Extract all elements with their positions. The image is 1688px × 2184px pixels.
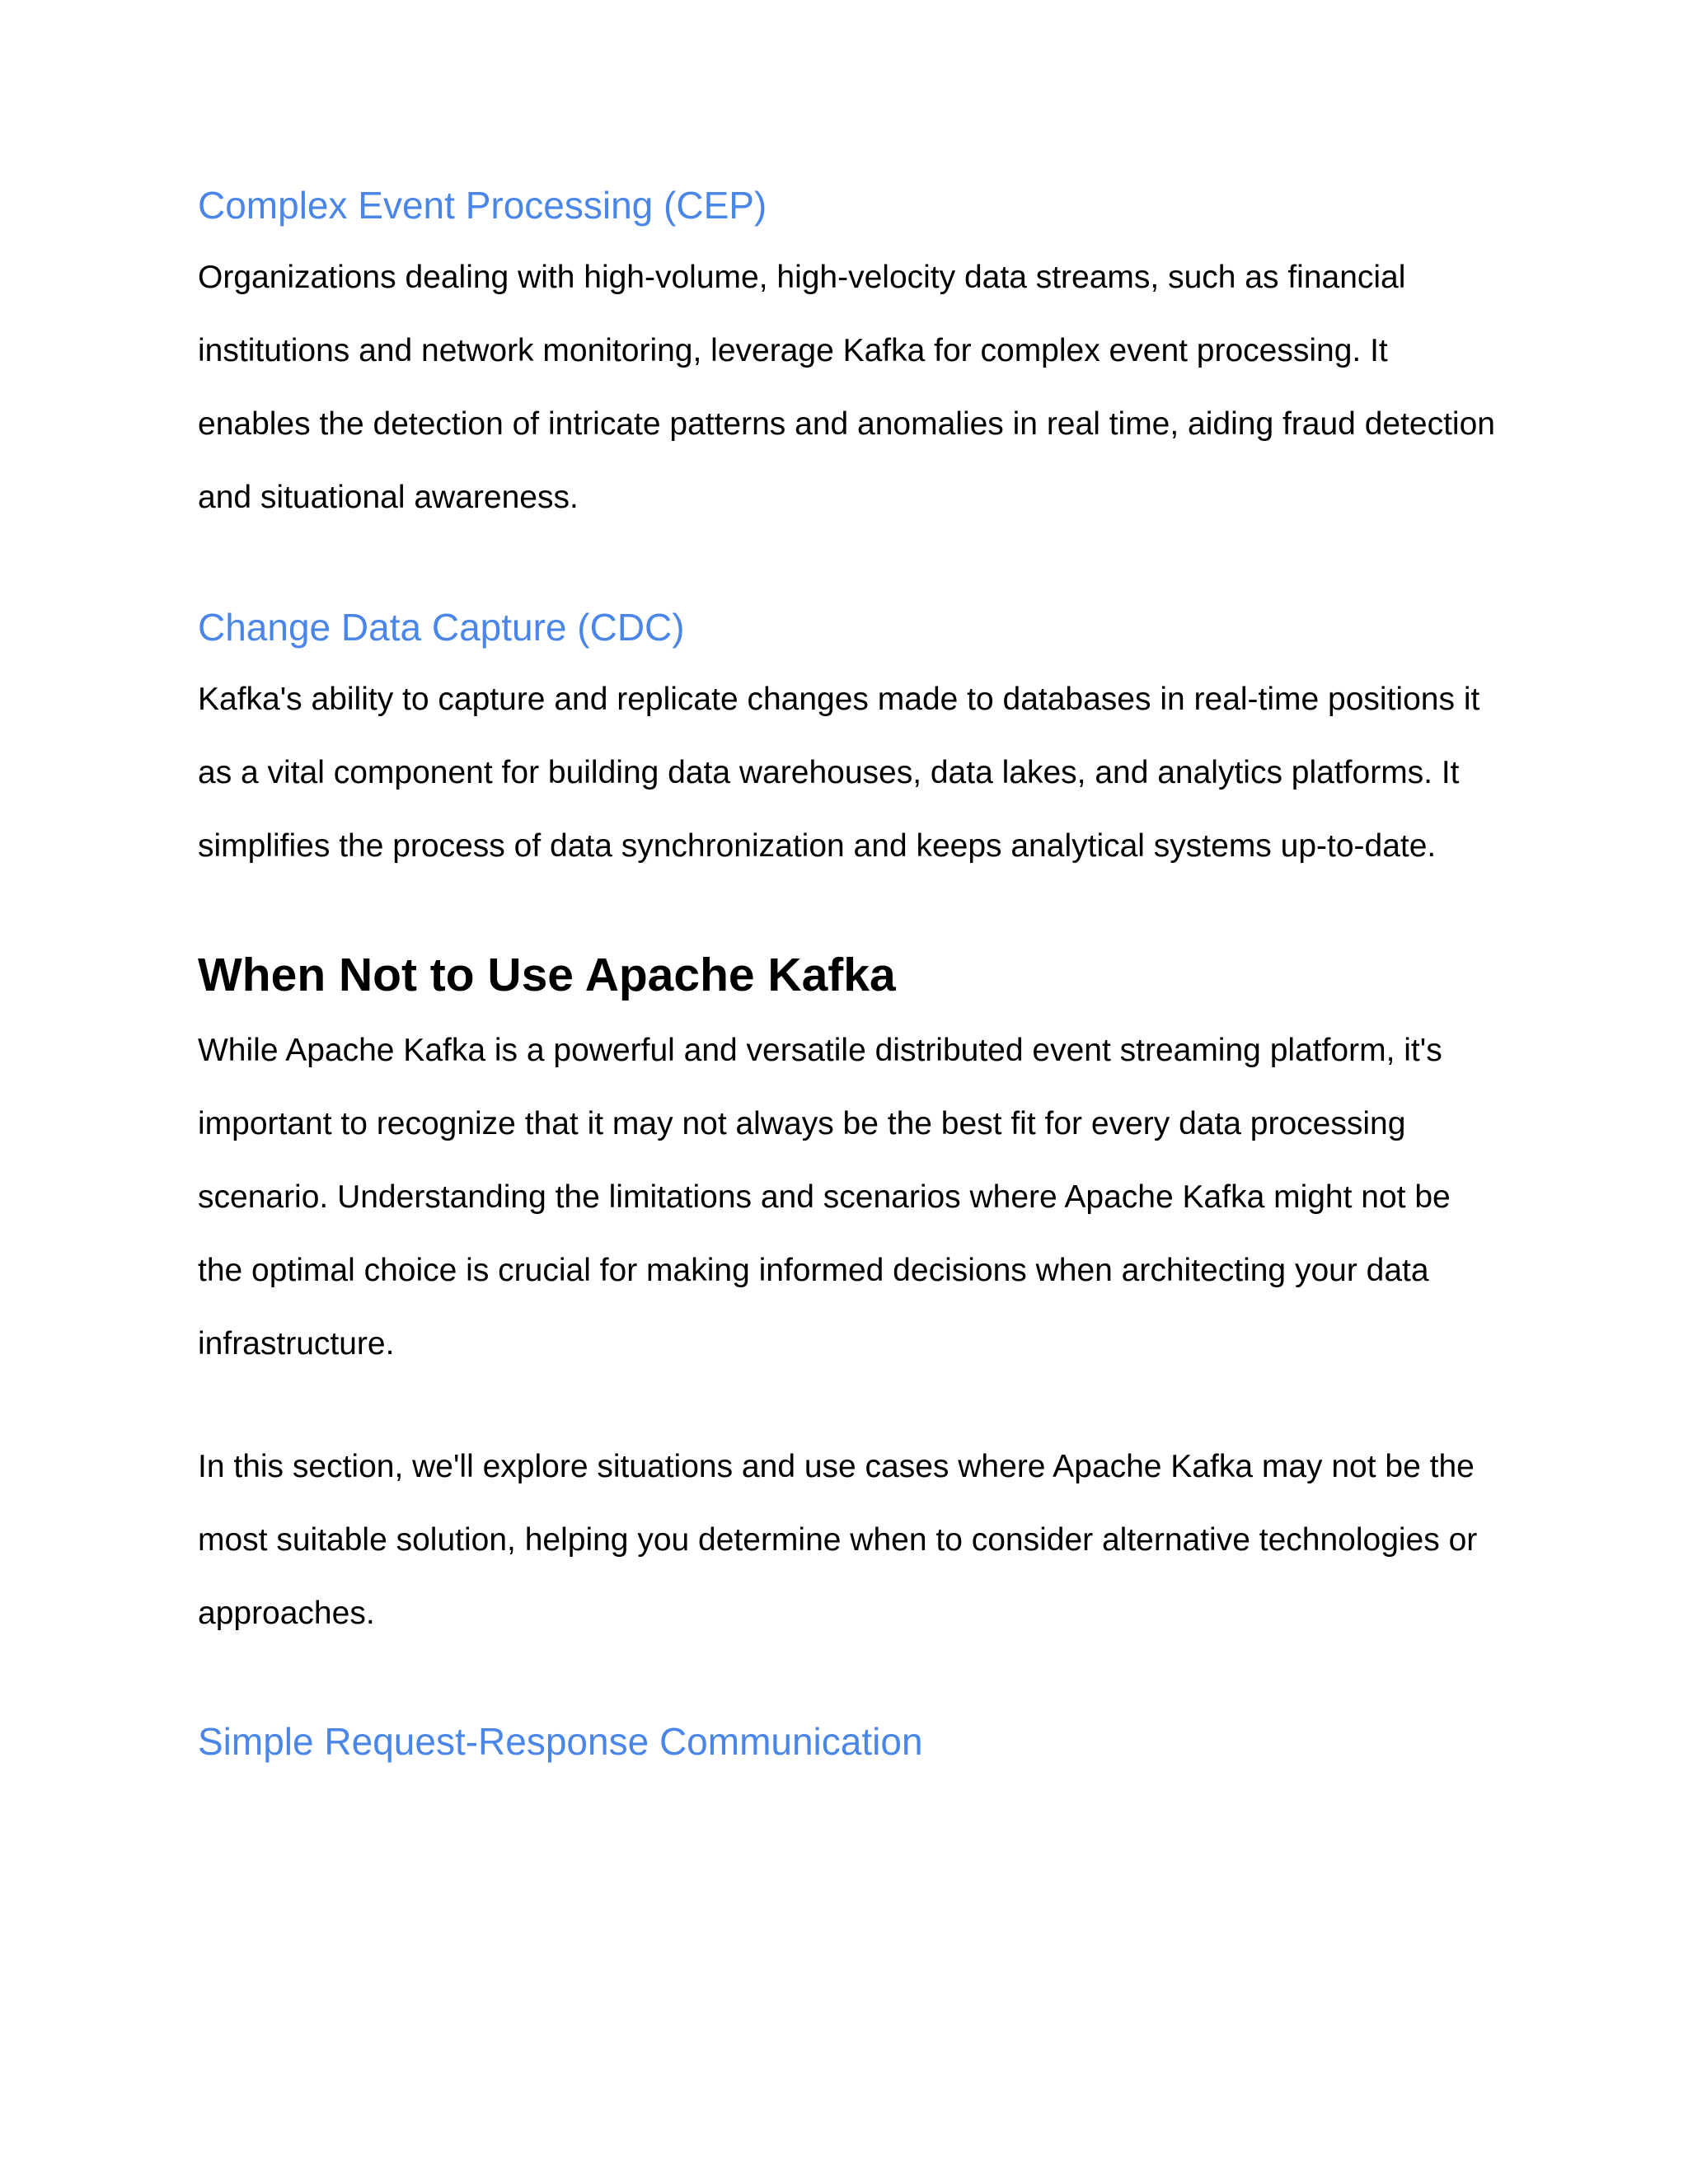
- when-not-heading: When Not to Use Apache Kafka: [198, 949, 896, 1002]
- cdc-paragraph: Kafka's ability to capture and replicate changes made to databases in real-time positions it as a vital component for building data warehouses, data lakes, and analytics platforms. It simplifies the process of data synchronization and keeps analytical systems up-to-date.: [198, 682, 1480, 865]
- cep-paragraph: Organizations dealing with high-volume, high-velocity data streams, such as financial institutions and network monitoring, leverage Kafka for complex event processing. It enables the detection of intricate patterns and anomalies in real time, aiding fraud detection and situational awareness.: [198, 260, 1495, 516]
- document-page: [198, 183, 1500, 1765]
- when-not-paragraph-2: In this section, we'll explore situations and use cases where Apache Kafka may not be the most suitable solution, helping you determine when to consider alternative technologies or approaches.: [198, 1448, 1478, 1631]
- cep-heading: Complex Event Processing (CEP): [198, 184, 767, 227]
- cdc-heading: Change Data Capture (CDC): [198, 606, 685, 649]
- simple-request-response-heading: Simple Request-Response Communication: [198, 1719, 923, 1763]
- when-not-paragraph-1: While Apache Kafka is a powerful and versatile distributed event streaming platform, it's important to recognize that it may not always be the best fit for every data processing scenario. Understanding the limitations and scenarios where Apache Kafka might not be the optimal choice is crucial for making informed decisions when architecting your data infrastructure.: [198, 1032, 1451, 1361]
